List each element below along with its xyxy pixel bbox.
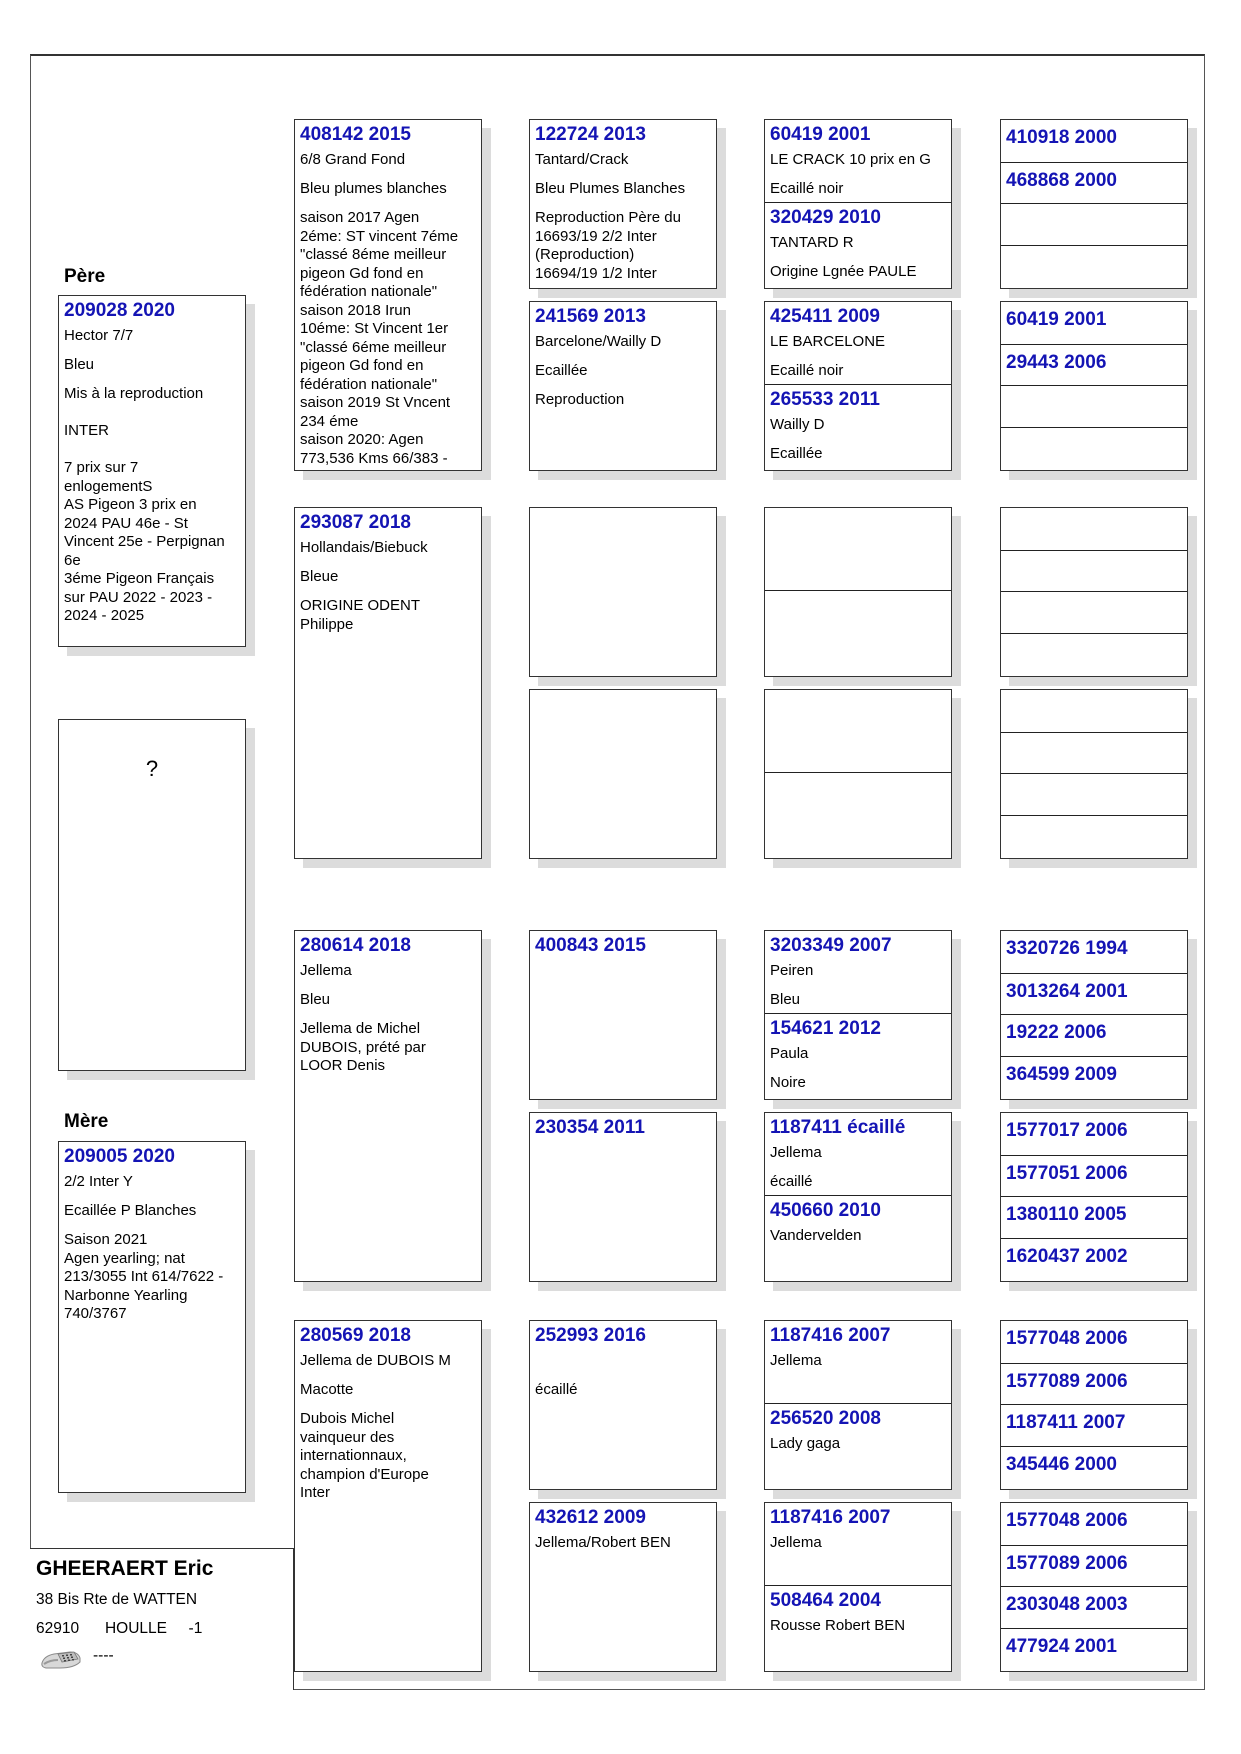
pigeon-cell[interactable]	[765, 202, 951, 289]
pigeon-color: Ecaillée	[770, 445, 823, 462]
ring-number: 1577089 2006	[1006, 1370, 1128, 1392]
mother-name: 2/2 Inter Y	[64, 1173, 133, 1190]
pigeon-name	[535, 717, 711, 735]
mother-label: Mère	[64, 1111, 109, 1132]
breeder-suffix: -1	[188, 1620, 203, 1637]
pigeon-name: Barcelone/Wailly D	[535, 333, 662, 350]
gen3-card-6[interactable]	[529, 1112, 717, 1282]
ring-number: 1620437 2002	[1006, 1245, 1128, 1267]
breeder-address: 38 Bis Rte de WATTEN	[36, 1591, 198, 1608]
pigeon-cell[interactable]	[1001, 1446, 1187, 1488]
pigeon-cell[interactable]	[1001, 1545, 1187, 1587]
pigeon-color: Bleu Plumes Blanches	[535, 180, 686, 197]
pigeon-notes	[535, 775, 711, 793]
pigeon-name	[770, 600, 946, 618]
gen4-card-7[interactable]	[764, 1320, 952, 1490]
pigeon-name: Jellema de DUBOIS M	[300, 1352, 451, 1369]
ring-number: 1187416 2007	[770, 1507, 891, 1528]
pigeon-cell[interactable]	[765, 931, 951, 1013]
mother-ring-number: 209005 2020	[64, 1146, 175, 1167]
pigeon-cell[interactable]	[1001, 1155, 1187, 1197]
pigeon-cell[interactable]	[1001, 1404, 1187, 1446]
pigeon-color: Ecaillée	[535, 362, 588, 379]
ring-number: 241569 2013	[535, 306, 646, 327]
ring-number: 1577017 2006	[1006, 1120, 1128, 1141]
gen2-card-4[interactable]	[294, 1320, 482, 1672]
pigeon-cell	[530, 1321, 716, 1489]
pigeon-cell[interactable]	[1001, 1321, 1187, 1363]
pigeon-cell[interactable]	[765, 590, 951, 677]
pigeon-name: Vandervelden	[770, 1227, 862, 1244]
pigeon-name: Jellema	[300, 962, 352, 979]
breeder-city: HOULLE	[104, 1620, 167, 1637]
pigeon-name: Hollandais/Biebuck	[300, 539, 428, 556]
pigeon-color: Ecaillé noir	[770, 362, 844, 379]
ring-number: 3013264 2001	[1006, 980, 1128, 1002]
pigeon-name: Jellema/Robert BEN	[535, 1534, 671, 1551]
breeder-info	[30, 1548, 294, 1690]
pigeon-cell	[530, 1503, 716, 1671]
pigeon-cell[interactable]	[1001, 1503, 1187, 1545]
ring-number: 293087 2018	[300, 512, 411, 533]
ring-number: 468868 2000	[1006, 169, 1117, 191]
pigeon-cell[interactable]	[1001, 508, 1187, 550]
ring-number: 432612 2009	[535, 1507, 646, 1528]
ring-number: 256520 2008	[770, 1408, 881, 1429]
gen4-card-3[interactable]	[764, 507, 952, 677]
pigeon-cell	[530, 508, 716, 676]
pigeon-name	[770, 782, 946, 800]
gen4-card-4[interactable]	[764, 689, 952, 859]
pigeon-cell[interactable]	[765, 508, 951, 590]
father-ring-number: 209028 2020	[64, 300, 175, 321]
pigeon-color	[535, 746, 711, 764]
gen5-card-4[interactable]	[1000, 689, 1188, 859]
ring-number: 1187416 2007	[770, 1325, 891, 1346]
ring-number: 280569 2018	[300, 1325, 411, 1346]
ring-number: 252993 2016	[535, 1325, 646, 1346]
pigeon-cell[interactable]	[765, 302, 951, 384]
pigeon-color: Ecaillé noir	[770, 180, 844, 197]
ring-number: 1577089 2006	[1006, 1552, 1128, 1574]
ring-number: 3203349 2007	[770, 935, 892, 956]
ring-number: 230354 2011	[535, 1117, 645, 1138]
ring-number: 154621 2012	[770, 1018, 881, 1039]
pigeon-name: Lady gaga	[770, 1435, 841, 1452]
pigeon-notes	[535, 1202, 711, 1220]
pigeon-notes: Reproduction Père du 16693/19 2/2 Inter (Reproduction) 16694/19 1/2 Inter	[535, 209, 681, 282]
breeder-postcode: 62910	[36, 1620, 80, 1637]
pigeon-cell[interactable]	[765, 690, 951, 772]
gen4-card-5[interactable]	[764, 930, 952, 1100]
father-notes: Mis à la reproduction INTER 7 prix sur 7 enlogementS AS Pigeon 3 prix en 2024 PAU 46e - St Vincent 25e - Perpignan 6e 3éme Pigeon Français sur PAU 2022 - 2023 - 2024 - 2025	[64, 385, 225, 624]
ring-number: 280614 2018	[300, 935, 411, 956]
pigeon-cell[interactable]	[765, 1321, 951, 1403]
pigeon-cell[interactable]	[1001, 633, 1187, 675]
gen4-card-1[interactable]	[764, 119, 952, 289]
pigeon-cell[interactable]	[1001, 591, 1187, 633]
ring-number: 60419 2001	[770, 124, 871, 145]
pigeon-name: Peiren	[770, 962, 814, 979]
gen3-card-8[interactable]	[529, 1502, 717, 1672]
pigeon-cell[interactable]	[765, 1113, 951, 1195]
pigeon-name	[535, 1144, 711, 1162]
pigeon-cell[interactable]	[1001, 302, 1187, 344]
ring-number: 265533 2011	[770, 389, 880, 410]
gen5-card-3[interactable]	[1000, 507, 1188, 677]
ring-number: 1187411 écaillé	[770, 1117, 906, 1138]
gen2-card-2[interactable]	[294, 507, 482, 859]
pigeon-notes	[535, 1020, 711, 1038]
pigeon-name: LE CRACK 10 prix en G	[770, 151, 931, 168]
pigeon-cell	[530, 120, 716, 288]
breeder-phone: ----	[93, 1647, 114, 1664]
gen2-card-1[interactable]	[294, 119, 482, 471]
pigeon-cell[interactable]	[1001, 973, 1187, 1015]
ring-number: 410918 2000	[1006, 127, 1117, 148]
ring-number: 1577048 2006	[1006, 1328, 1128, 1349]
pigeon-name	[770, 517, 946, 535]
pigeon-notes: saison 2017 Agen 2éme: ST vincent 7éme "classé 8éme meilleur pigeon Gd fond en fédération nationale" saison 2018 Irun 10éme: St Vincent 1er "classé 6éme meilleur pigeon Gd fond en fédération nationale" saison 2019 St Vncent 234 éme saison 2020: Agen 773,536 Kms 66/383 -	[300, 209, 459, 467]
gen5-card-8[interactable]	[1000, 1502, 1188, 1672]
ring-number: 408142 2015	[300, 124, 411, 145]
pigeon-cell[interactable]	[1001, 1238, 1187, 1280]
pigeon-color: Origine Lgnée PAULE	[770, 263, 917, 280]
pigeon-color	[535, 564, 711, 582]
gen5-card-5[interactable]	[1000, 930, 1188, 1100]
ring-number: 3320726 1994	[1006, 938, 1128, 959]
father-card[interactable]	[58, 295, 246, 647]
ring-number: 122724 2013	[535, 124, 646, 145]
father-label: Père	[64, 266, 106, 287]
pigeon-name	[770, 699, 946, 717]
pigeon-name: Wailly D	[770, 416, 825, 433]
ring-number	[535, 512, 711, 530]
telephone-icon	[40, 1648, 82, 1670]
pigeon-cell	[530, 1113, 716, 1281]
pigeon-cell[interactable]	[1001, 773, 1187, 815]
pigeon-name: TANTARD R	[770, 234, 854, 251]
ring-number: 425411 2009	[770, 306, 880, 327]
pigeon-cell[interactable]	[1001, 120, 1187, 162]
ring-number: 320429 2010	[770, 207, 881, 228]
pigeon-cell[interactable]	[1001, 690, 1187, 732]
breeder-name: GHEERAERT Eric	[36, 1557, 214, 1580]
gen5-card-2[interactable]	[1000, 301, 1188, 471]
gen5-card-6[interactable]	[1000, 1112, 1188, 1282]
pigeon-notes	[535, 593, 711, 611]
pigeon-color	[535, 991, 711, 1009]
pigeon-name: Paula	[770, 1045, 809, 1062]
ring-number: 477924 2001	[1006, 1635, 1117, 1657]
pigeon-color: écaillé	[535, 1381, 578, 1398]
gen3-card-1[interactable]	[529, 119, 717, 289]
pigeon-cell[interactable]	[765, 1403, 951, 1490]
ring-number: 60419 2001	[1006, 309, 1107, 330]
ring-number: 29443 2006	[1006, 351, 1107, 373]
mother-color: Ecaillée P Blanches	[64, 1202, 197, 1219]
pigeon-notes	[535, 1410, 711, 1428]
pigeon-cell[interactable]	[1001, 1586, 1187, 1628]
pigeon-name: Jellema	[770, 1144, 822, 1161]
gen4-card-6[interactable]	[764, 1112, 952, 1282]
father-color: Bleu	[64, 356, 95, 373]
gen5-card-1[interactable]	[1000, 119, 1188, 289]
gen4-card-8[interactable]	[764, 1502, 952, 1672]
pigeon-name: LE BARCELONE	[770, 333, 886, 350]
pigeon-name	[535, 535, 711, 553]
ring-number: 400843 2015	[535, 935, 646, 956]
pigeon-cell[interactable]	[765, 1195, 951, 1282]
pigeon-name: Tantard/Crack	[535, 151, 629, 168]
pigeon-cell[interactable]	[1001, 1363, 1187, 1405]
pigeon-cell[interactable]	[1001, 1014, 1187, 1056]
pigeon-cell	[530, 690, 716, 858]
gen3-card-5[interactable]	[529, 930, 717, 1100]
gen3-card-3[interactable]	[529, 507, 717, 677]
pigeon-cell	[530, 931, 716, 1099]
ring-number: 345446 2000	[1006, 1453, 1117, 1475]
pigeon-cell[interactable]	[1001, 1196, 1187, 1238]
pigeon-cell[interactable]	[1001, 1056, 1187, 1098]
pigeon-cell[interactable]	[1001, 1113, 1187, 1155]
pigeon-notes: Jellema de Michel DUBOIS, prété par LOOR Denis	[300, 1020, 426, 1074]
mother-notes: Saison 2021 Agen yearling; nat 213/3055 Int 614/7622 - Narbonne Yearling 740/3767	[64, 1231, 224, 1322]
breeder-city-line	[36, 1620, 202, 1638]
pigeon-cell	[530, 302, 716, 470]
pigeon-notes: ORIGINE ODENT Philippe	[300, 597, 421, 633]
pigeon-color: écaillé	[770, 1173, 813, 1190]
ring-number: 364599 2009	[1006, 1063, 1117, 1085]
pigeon-cell[interactable]	[1001, 1628, 1187, 1670]
pigeon-cell[interactable]	[1001, 344, 1187, 386]
ring-number: 2303048 2003	[1006, 1594, 1128, 1615]
pigeon-name: 6/8 Grand Fond	[300, 151, 406, 168]
pigeon-cell[interactable]	[1001, 732, 1187, 774]
subject-card[interactable]	[58, 719, 246, 1071]
father-name: Hector 7/7	[64, 327, 134, 344]
gen3-card-4[interactable]	[529, 689, 717, 859]
ring-number: 1187411 2007	[1006, 1412, 1126, 1433]
subject-placeholder: ?	[145, 756, 159, 781]
mother-card[interactable]	[58, 1141, 246, 1493]
pigeon-color: Bleue	[300, 568, 339, 585]
pigeon-name	[535, 1352, 711, 1370]
pigeon-color: Bleu	[300, 991, 331, 1008]
ring-number	[535, 694, 711, 712]
pigeon-cell[interactable]	[1001, 931, 1187, 973]
pigeon-cell[interactable]	[1001, 245, 1187, 287]
pigeon-cell[interactable]	[765, 1585, 951, 1672]
pigeon-notes: Reproduction	[535, 391, 625, 408]
pigeon-name: Jellema	[770, 1534, 822, 1551]
ring-number: 19222 2006	[1006, 1022, 1107, 1043]
pigeon-color: Noire	[770, 1074, 806, 1091]
pigeon-name	[535, 962, 711, 980]
pigeon-cell[interactable]	[1001, 162, 1187, 204]
ring-number: 1380110 2005	[1006, 1204, 1127, 1225]
pigeon-cell[interactable]	[765, 120, 951, 202]
pigeon-cell[interactable]	[1001, 385, 1187, 427]
pigeon-cell[interactable]	[1001, 427, 1187, 469]
pigeon-notes	[535, 1592, 711, 1610]
ring-number: 1577048 2006	[1006, 1510, 1128, 1531]
pigeon-color: Bleu	[770, 991, 801, 1008]
pigeon-cell[interactable]	[765, 384, 951, 471]
pigeon-name: Rousse Robert BEN	[770, 1617, 906, 1634]
gen3-card-2[interactable]	[529, 301, 717, 471]
ring-number: 508464 2004	[770, 1590, 881, 1611]
pigeon-cell[interactable]	[765, 1013, 951, 1100]
gen3-card-7[interactable]	[529, 1320, 717, 1490]
pigeon-color: Macotte	[300, 1381, 354, 1398]
pigeon-color: Bleu plumes blanches	[300, 180, 447, 197]
ring-number: 1577051 2006	[1006, 1162, 1128, 1184]
pigeon-name: Jellema	[770, 1352, 822, 1369]
pigeon-color	[535, 1563, 711, 1581]
pigeon-cell[interactable]	[1001, 203, 1187, 245]
gen4-card-2[interactable]	[764, 301, 952, 471]
pigeon-cell[interactable]	[1001, 550, 1187, 592]
ring-number: 450660 2010	[770, 1200, 881, 1221]
gen5-card-7[interactable]	[1000, 1320, 1188, 1490]
gen2-card-3[interactable]	[294, 930, 482, 1282]
pigeon-color	[535, 1173, 711, 1191]
pigeon-cell[interactable]	[765, 772, 951, 859]
pigeon-cell[interactable]	[765, 1503, 951, 1585]
pigeon-cell[interactable]	[1001, 815, 1187, 857]
pigeon-notes: Dubois Michel vainqueur des internationnaux, champion d'Europe Inter	[300, 1410, 429, 1501]
